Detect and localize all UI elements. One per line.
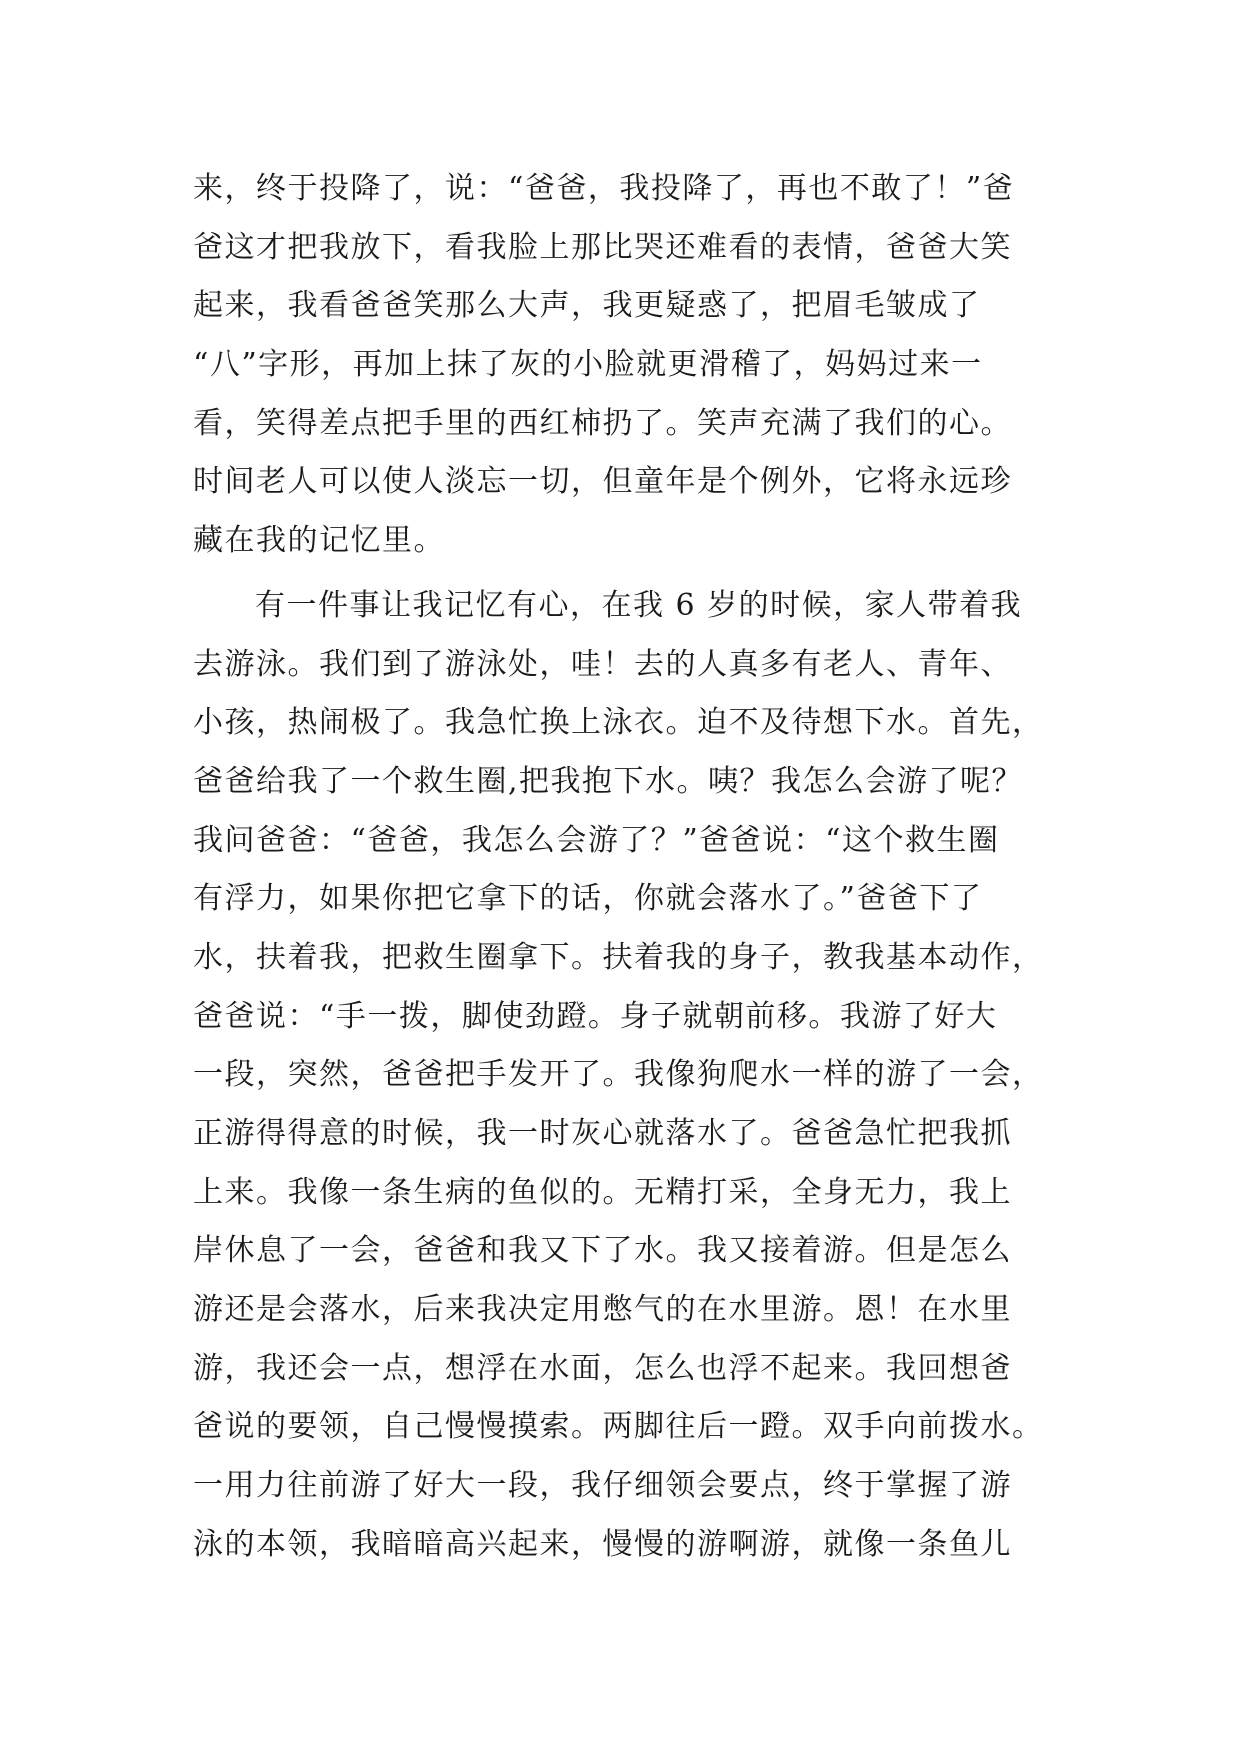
text-line: 有浮力，如果你把它拿下的话，你就会落水了。”爸爸下了 xyxy=(193,881,983,917)
text-line: 小孩，热闹极了。我急忙换上泳衣。迫不及待想下水。首先， xyxy=(193,705,1044,741)
text-line: 来，终于投降了，说：“爸爸，我投降了，再也不敢了！”爸 xyxy=(193,171,1015,206)
text-line: 时间老人可以使人淡忘一切，但童年是个例外，它将永远珍 xyxy=(193,464,1012,500)
body-text xyxy=(193,160,1073,1575)
text-line: “八”字形，再加上抹了灰的小脸就更滑稽了，妈妈过来一 xyxy=(193,347,983,383)
text-line: 爸说的要领，自己慢慢摸索。两脚往后一蹬。双手向前拨水。 xyxy=(193,1409,1044,1445)
paragraph-1 xyxy=(193,160,1073,571)
text-line: 去游泳。我们到了游泳处，哇！去的人真多有老人、青年、 xyxy=(193,646,1012,682)
text-line: 起来，我看爸爸笑那么大声，我更疑惑了，把眉毛皱成了 xyxy=(193,288,981,324)
text-line-indented: 有一件事让我记忆有心，在我 6 岁的时候，家人带着我 xyxy=(255,587,1023,623)
text-line: 爸爸说：“手一拨，脚使劲蹬。身子就朝前移。我游了好大 xyxy=(193,998,998,1034)
text-line: 爸这才把我放下，看我脸上那比哭还难看的表情，爸爸大笑 xyxy=(193,229,1012,265)
text-line: 藏在我的记忆里。 xyxy=(193,523,445,559)
text-line: 一段，突然，爸爸把手发开了。我像狗爬水一样的游了一会， xyxy=(193,1057,1044,1093)
text-line: 岸休息了一会，爸爸和我又下了水。我又接着游。但是怎么 xyxy=(193,1233,1012,1269)
text-line: 我问爸爸：“爸爸，我怎么会游了？”爸爸说：“这个救生圈 xyxy=(193,822,1000,858)
text-line: 看，笑得差点把手里的西红柿扔了。笑声充满了我们的心。 xyxy=(193,405,1012,441)
paragraph-2 xyxy=(193,577,1073,1575)
text-line: 正游得得意的时候，我一时灰心就落水了。爸爸急忙把我抓 xyxy=(193,1116,1012,1151)
text-line: 一用力往前游了好大一段，我仔细领会要点，终于掌握了游 xyxy=(193,1468,1012,1504)
text-line: 泳的本领，我暗暗高兴起来，慢慢的游啊游，就像一条鱼儿 xyxy=(193,1526,1012,1562)
text-line: 游还是会落水，后来我决定用憋气的在水里游。恩！在水里 xyxy=(193,1292,1012,1328)
text-line: 爸爸给我了一个救生圈,把我抱下水。咦？我怎么会游了呢？ xyxy=(193,763,1024,799)
text-line: 上来。我像一条生病的鱼似的。无精打采，全身无力，我上 xyxy=(193,1174,1012,1210)
text-line: 水，扶着我，把救生圈拿下。扶着我的身子，教我基本动作， xyxy=(193,939,1044,975)
text-line: 游，我还会一点，想浮在水面，怎么也浮不起来。我回想爸 xyxy=(193,1350,1012,1386)
